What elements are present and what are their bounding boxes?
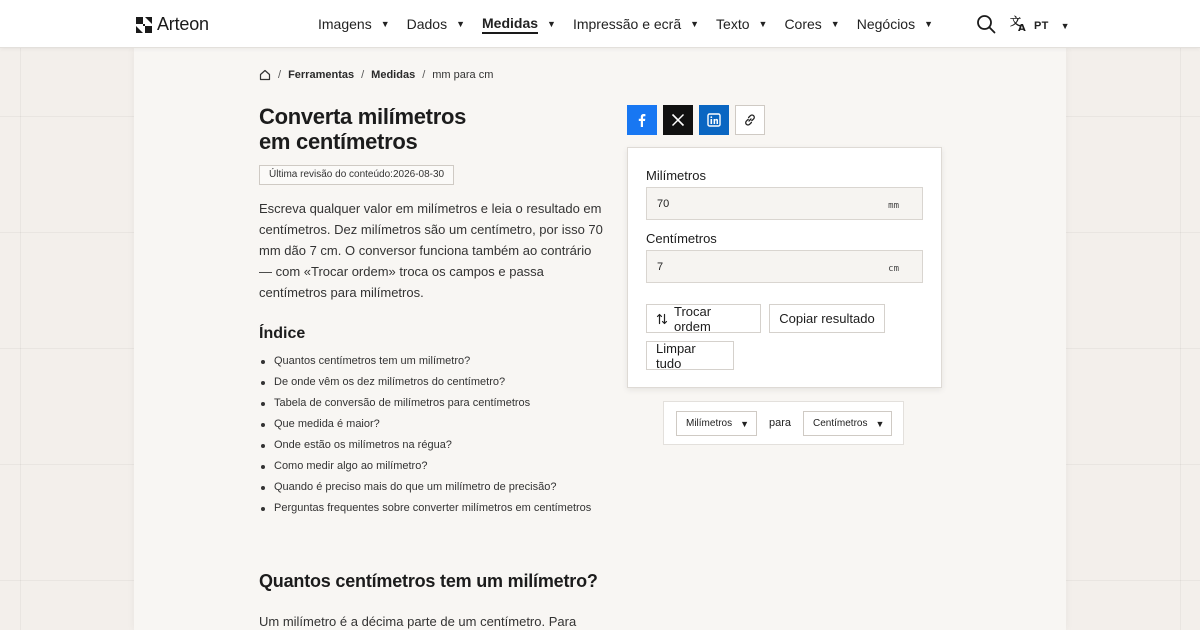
millimeters-input[interactable] bbox=[647, 188, 877, 219]
to-unit-select[interactable] bbox=[803, 411, 892, 436]
toc-item[interactable]: Tabela de conversão de milímetros para centímetros bbox=[259, 393, 591, 414]
nav-label: Impressão e ecrã bbox=[572, 16, 682, 32]
language-switcher[interactable] bbox=[1010, 14, 1070, 37]
facebook-icon bbox=[635, 113, 649, 127]
nav-label: Dados bbox=[406, 16, 448, 32]
breadcrumb-medidas[interactable]: Medidas bbox=[371, 69, 416, 81]
millimeters-label: Milímetros bbox=[646, 168, 706, 183]
toc-item[interactable]: Que medida é maior? bbox=[259, 414, 591, 435]
section-text: Um milímetro é a décima parte de um centímetro. Para bbox=[259, 614, 577, 629]
x-icon bbox=[671, 113, 685, 127]
share-buttons bbox=[627, 105, 765, 135]
toc-item[interactable]: De onde vêm os dez milímetros do centímetro? bbox=[259, 372, 591, 393]
nav-item-texto[interactable] bbox=[716, 16, 767, 32]
swap-order-button[interactable] bbox=[646, 304, 761, 333]
home-icon[interactable] bbox=[259, 69, 271, 81]
caret-down-icon: ▼ bbox=[875, 418, 885, 429]
from-unit-select[interactable] bbox=[676, 411, 757, 436]
unit-selector bbox=[663, 401, 904, 445]
caret-down-icon: ▼ bbox=[547, 19, 556, 29]
caret-down-icon: ▼ bbox=[690, 19, 700, 29]
nav-item-dados[interactable] bbox=[407, 16, 465, 32]
centimeters-input[interactable] bbox=[647, 251, 877, 282]
nav-label: Cores bbox=[784, 16, 822, 32]
from-unit-value: Milímetros bbox=[686, 418, 733, 429]
breadcrumb-separator: / bbox=[361, 69, 365, 81]
to-unit-value: Centímetros bbox=[813, 418, 868, 429]
x-share-button[interactable] bbox=[663, 105, 693, 135]
link-icon bbox=[743, 113, 757, 127]
copy-link-button[interactable] bbox=[735, 105, 765, 135]
search-icon[interactable] bbox=[976, 14, 996, 34]
nav-label: Negócios bbox=[856, 16, 916, 32]
toc-title: Índice bbox=[259, 325, 306, 342]
swap-icon bbox=[656, 313, 668, 325]
toc-item[interactable]: Onde estão os milímetros na régua? bbox=[259, 435, 591, 456]
copy-result-label: Copiar resultado bbox=[779, 311, 875, 326]
toc-item[interactable]: Perguntas frequentes sobre converter milímetros em centímetros bbox=[259, 498, 591, 519]
caret-down-icon: ▼ bbox=[1060, 20, 1070, 31]
page-title-line2: em centímetros bbox=[259, 129, 418, 154]
page-title bbox=[259, 104, 599, 154]
main-nav bbox=[318, 0, 950, 48]
top-navigation-bar bbox=[0, 0, 1200, 48]
nav-item-cores[interactable] bbox=[784, 16, 839, 32]
breadcrumb-current: mm para cm bbox=[432, 69, 494, 81]
caret-down-icon: ▼ bbox=[380, 19, 390, 29]
millimeters-unit: mm bbox=[888, 201, 899, 211]
breadcrumb-separator: / bbox=[422, 69, 426, 81]
linkedin-icon bbox=[707, 113, 721, 127]
toc-item[interactable]: Como medir algo ao milímetro? bbox=[259, 456, 591, 477]
svg-text:A: A bbox=[1018, 23, 1026, 32]
millimeters-field bbox=[646, 187, 923, 220]
logo-text: Arteon bbox=[157, 14, 209, 34]
toc-item[interactable]: Quando é preciso mais do que um milímetro de precisão? bbox=[259, 477, 591, 498]
copy-result-button[interactable] bbox=[769, 304, 885, 333]
translate-icon bbox=[1010, 14, 1028, 37]
nav-label: Texto bbox=[716, 16, 750, 32]
centimeters-field bbox=[646, 250, 923, 283]
logo[interactable] bbox=[136, 14, 209, 35]
facebook-share-button[interactable] bbox=[627, 105, 657, 135]
caret-down-icon: ▼ bbox=[924, 19, 934, 29]
caret-down-icon: ▼ bbox=[456, 19, 466, 29]
swap-order-label: Trocar ordem bbox=[674, 303, 712, 334]
toc-item[interactable]: Quantos centímetros tem um milímetro? bbox=[259, 351, 591, 372]
svg-text:文: 文 bbox=[1010, 15, 1021, 28]
centimeters-label: Centímetros bbox=[646, 231, 717, 246]
clear-all-button[interactable] bbox=[646, 341, 734, 370]
section-title: Quantos centímetros tem um milímetro? bbox=[259, 571, 598, 591]
nav-item-imagens[interactable] bbox=[318, 16, 390, 32]
breadcrumb-ferramentas[interactable]: Ferramentas bbox=[288, 69, 355, 81]
nav-item-negocios[interactable] bbox=[857, 16, 933, 32]
nav-label: Imagens bbox=[318, 16, 372, 32]
linkedin-share-button[interactable] bbox=[699, 105, 729, 135]
centimeters-unit: cm bbox=[888, 264, 899, 274]
converter-card bbox=[627, 147, 942, 388]
breadcrumb bbox=[259, 69, 493, 81]
table-of-contents bbox=[259, 351, 591, 519]
intro-paragraph: Escreva qualquer valor em milímetros e leia o resultado em centímetros. Dez milímetros são um centímetro, por isso 70 mm dão 7 cm. O conversor funciona também ao contrário — com «Trocar ordem» troca os campos e passa centímetros para milímetros. bbox=[259, 201, 603, 300]
page-title-line1: Converta milímetros bbox=[259, 104, 467, 129]
caret-down-icon: ▼ bbox=[830, 19, 840, 29]
logo-icon bbox=[136, 17, 152, 33]
language-code: PT bbox=[1034, 19, 1049, 32]
caret-down-icon: ▼ bbox=[758, 19, 768, 29]
clear-all-label: Limpar tudo bbox=[656, 340, 696, 371]
nav-item-medidas[interactable] bbox=[482, 15, 556, 34]
revision-badge: Última revisão do conteúdo:2026-08-30 bbox=[259, 165, 454, 185]
nav-label: Medidas bbox=[482, 15, 538, 34]
breadcrumb-separator: / bbox=[278, 69, 282, 81]
caret-down-icon: ▼ bbox=[740, 418, 750, 429]
connector-label: para bbox=[769, 417, 792, 429]
nav-item-impressao[interactable] bbox=[573, 16, 699, 32]
